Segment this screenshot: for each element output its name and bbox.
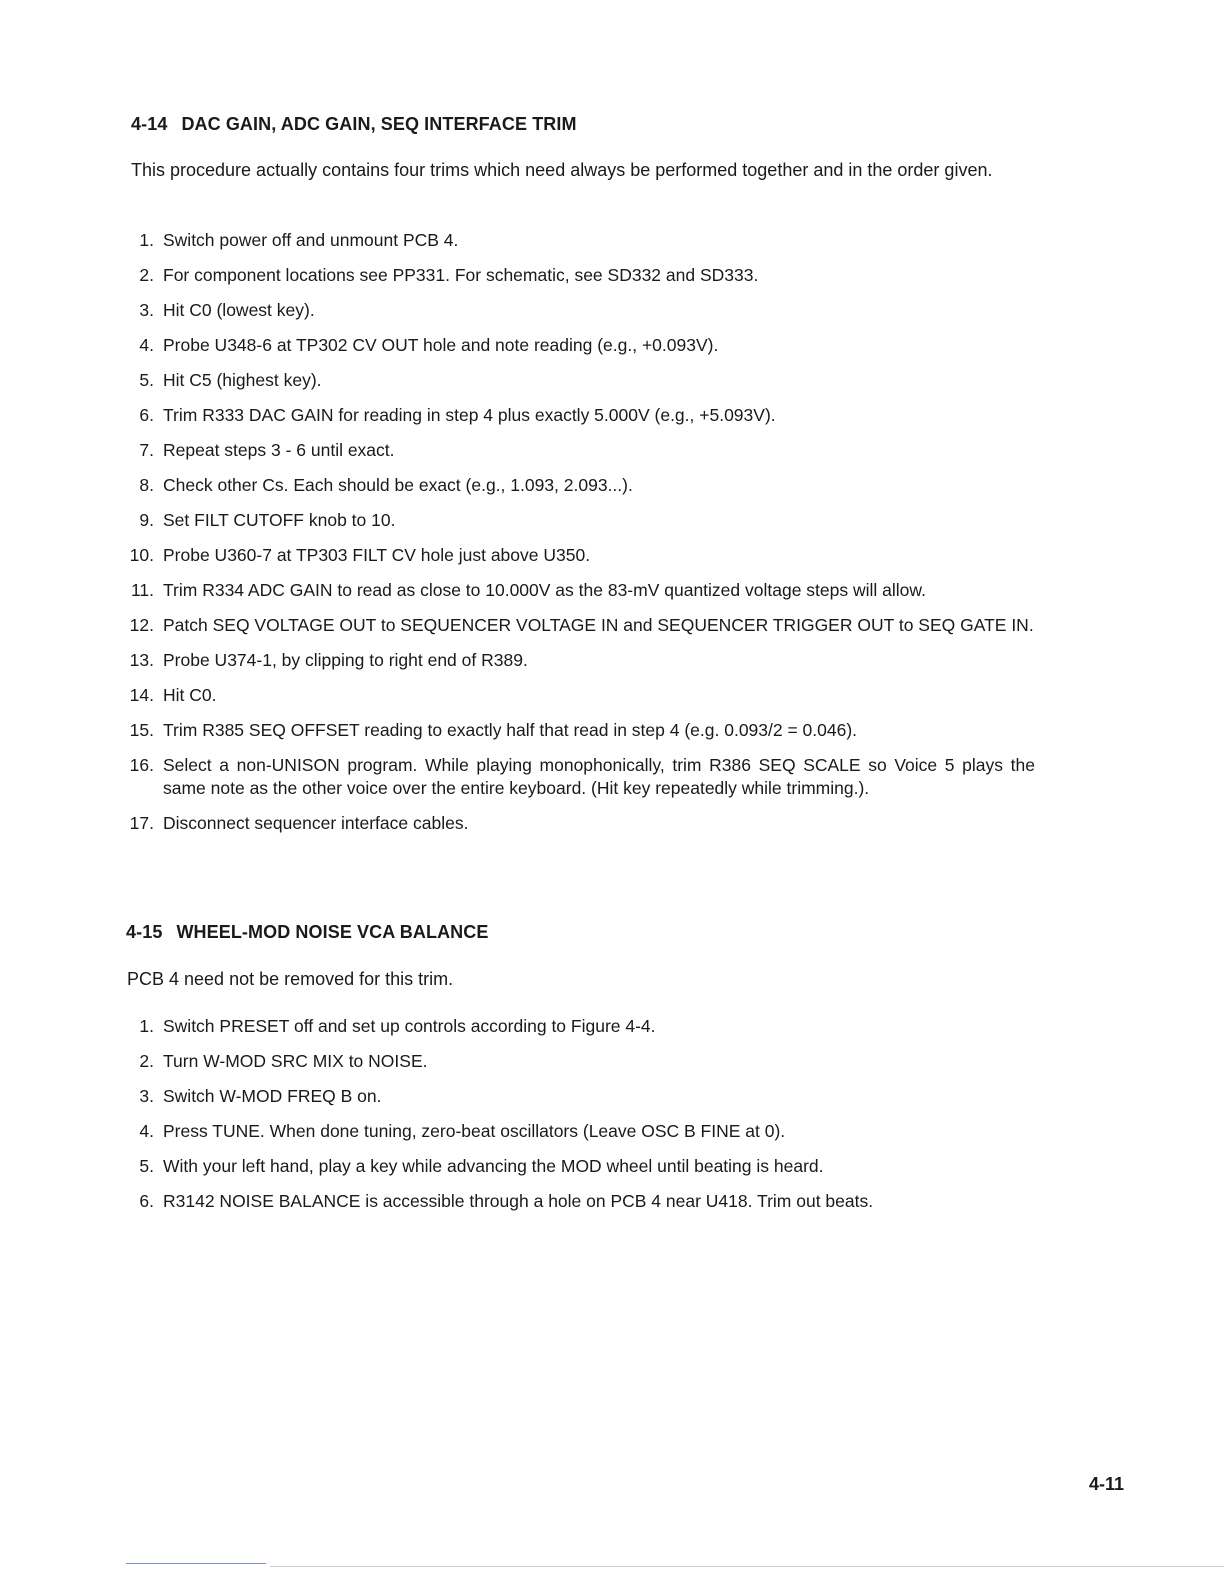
list-item: 1. Switch power off and unmount PCB 4. (139, 230, 459, 250)
list-item: 1. Switch PRESET off and set up controls according to Figure 4-4. (139, 1016, 656, 1036)
steps-list-4-15 (127, 1015, 1035, 1213)
list-item: 2. Turn W-MOD SRC MIX to NOISE. (139, 1051, 428, 1071)
list-item: 17. Disconnect sequencer interface cables. (129, 813, 469, 833)
section-heading-4-15 (126, 922, 488, 943)
list-item: 3. Hit C0 (lowest key). (139, 300, 315, 320)
footer-rule-faint (270, 1566, 1224, 1567)
list-item: 5. Hit C5 (highest key). (139, 370, 322, 390)
list-item: 4. Press TUNE. When done tuning, zero-beat oscillators (Leave OSC B FINE at 0). (139, 1121, 786, 1141)
list-item: 9. Set FILT CUTOFF knob to 10. (139, 510, 396, 530)
list-item: 6. Trim R333 DAC GAIN for reading in step 4 plus exactly 5.000V (e.g., +5.093V). (139, 405, 776, 425)
section-number: 4-15 (126, 922, 163, 942)
section-title: WHEEL-MOD NOISE VCA BALANCE (176, 922, 489, 942)
list-item: 6. R3142 NOISE BALANCE is accessible through a hole on PCB 4 near U418. Trim out beats. (139, 1191, 874, 1211)
list-item: 4. Probe U348-6 at TP302 CV OUT hole and note reading (e.g., +0.093V). (139, 335, 719, 355)
section-number: 4-14 (131, 114, 168, 134)
section-intro-4-15: PCB 4 need not be removed for this trim. (127, 969, 454, 989)
list-item: 7. Repeat steps 3 - 6 until exact. (139, 440, 395, 460)
list-item: 3. Switch W-MOD FREQ B on. (139, 1086, 382, 1106)
section-intro-4-14: This procedure actually contains four trims which need always be performed together and in the order given. (131, 160, 993, 180)
steps-list-4-14 (127, 229, 1035, 835)
footer-rule (126, 1563, 266, 1564)
list-item: 16. Select a non-UNISON program. While playing monophonically, trim R386 SEQ SCALE so Voice 5 plays the same note as the other voice over the entire keyboard. (Hit key repeatedly while trimming.). (129, 755, 1035, 798)
list-item: 2. For component locations see PP331. For schematic, see SD332 and SD333. (139, 265, 759, 285)
list-item: 5. With your left hand, play a key while advancing the MOD wheel until beating is heard. (139, 1156, 824, 1176)
list-item: 11. Trim R334 ADC GAIN to read as close to 10.000V as the 83-mV quantized voltage steps will allow. (130, 580, 926, 600)
section-title: DAC GAIN, ADC GAIN, SEQ INTERFACE TRIM (181, 114, 577, 134)
list-item: 13. Probe U374-1, by clipping to right end of R389. (129, 650, 528, 670)
list-item: 12. Patch SEQ VOLTAGE OUT to SEQUENCER VOLTAGE IN and SEQUENCER TRIGGER OUT to SEQ GATE IN. (129, 615, 1034, 635)
section-heading-4-14 (131, 114, 577, 135)
list-item: 8. Check other Cs. Each should be exact (e.g., 1.093, 2.093...). (139, 475, 633, 495)
list-item: 10. Probe U360-7 at TP303 FILT CV hole just above U350. (129, 545, 591, 565)
list-item: 14. Hit C0. (129, 685, 217, 705)
list-item: 15. Trim R385 SEQ OFFSET reading to exactly half that read in step 4 (e.g. 0.093/2 = 0.046). (129, 720, 858, 740)
page-number: 4-11 (1088, 1474, 1124, 1494)
